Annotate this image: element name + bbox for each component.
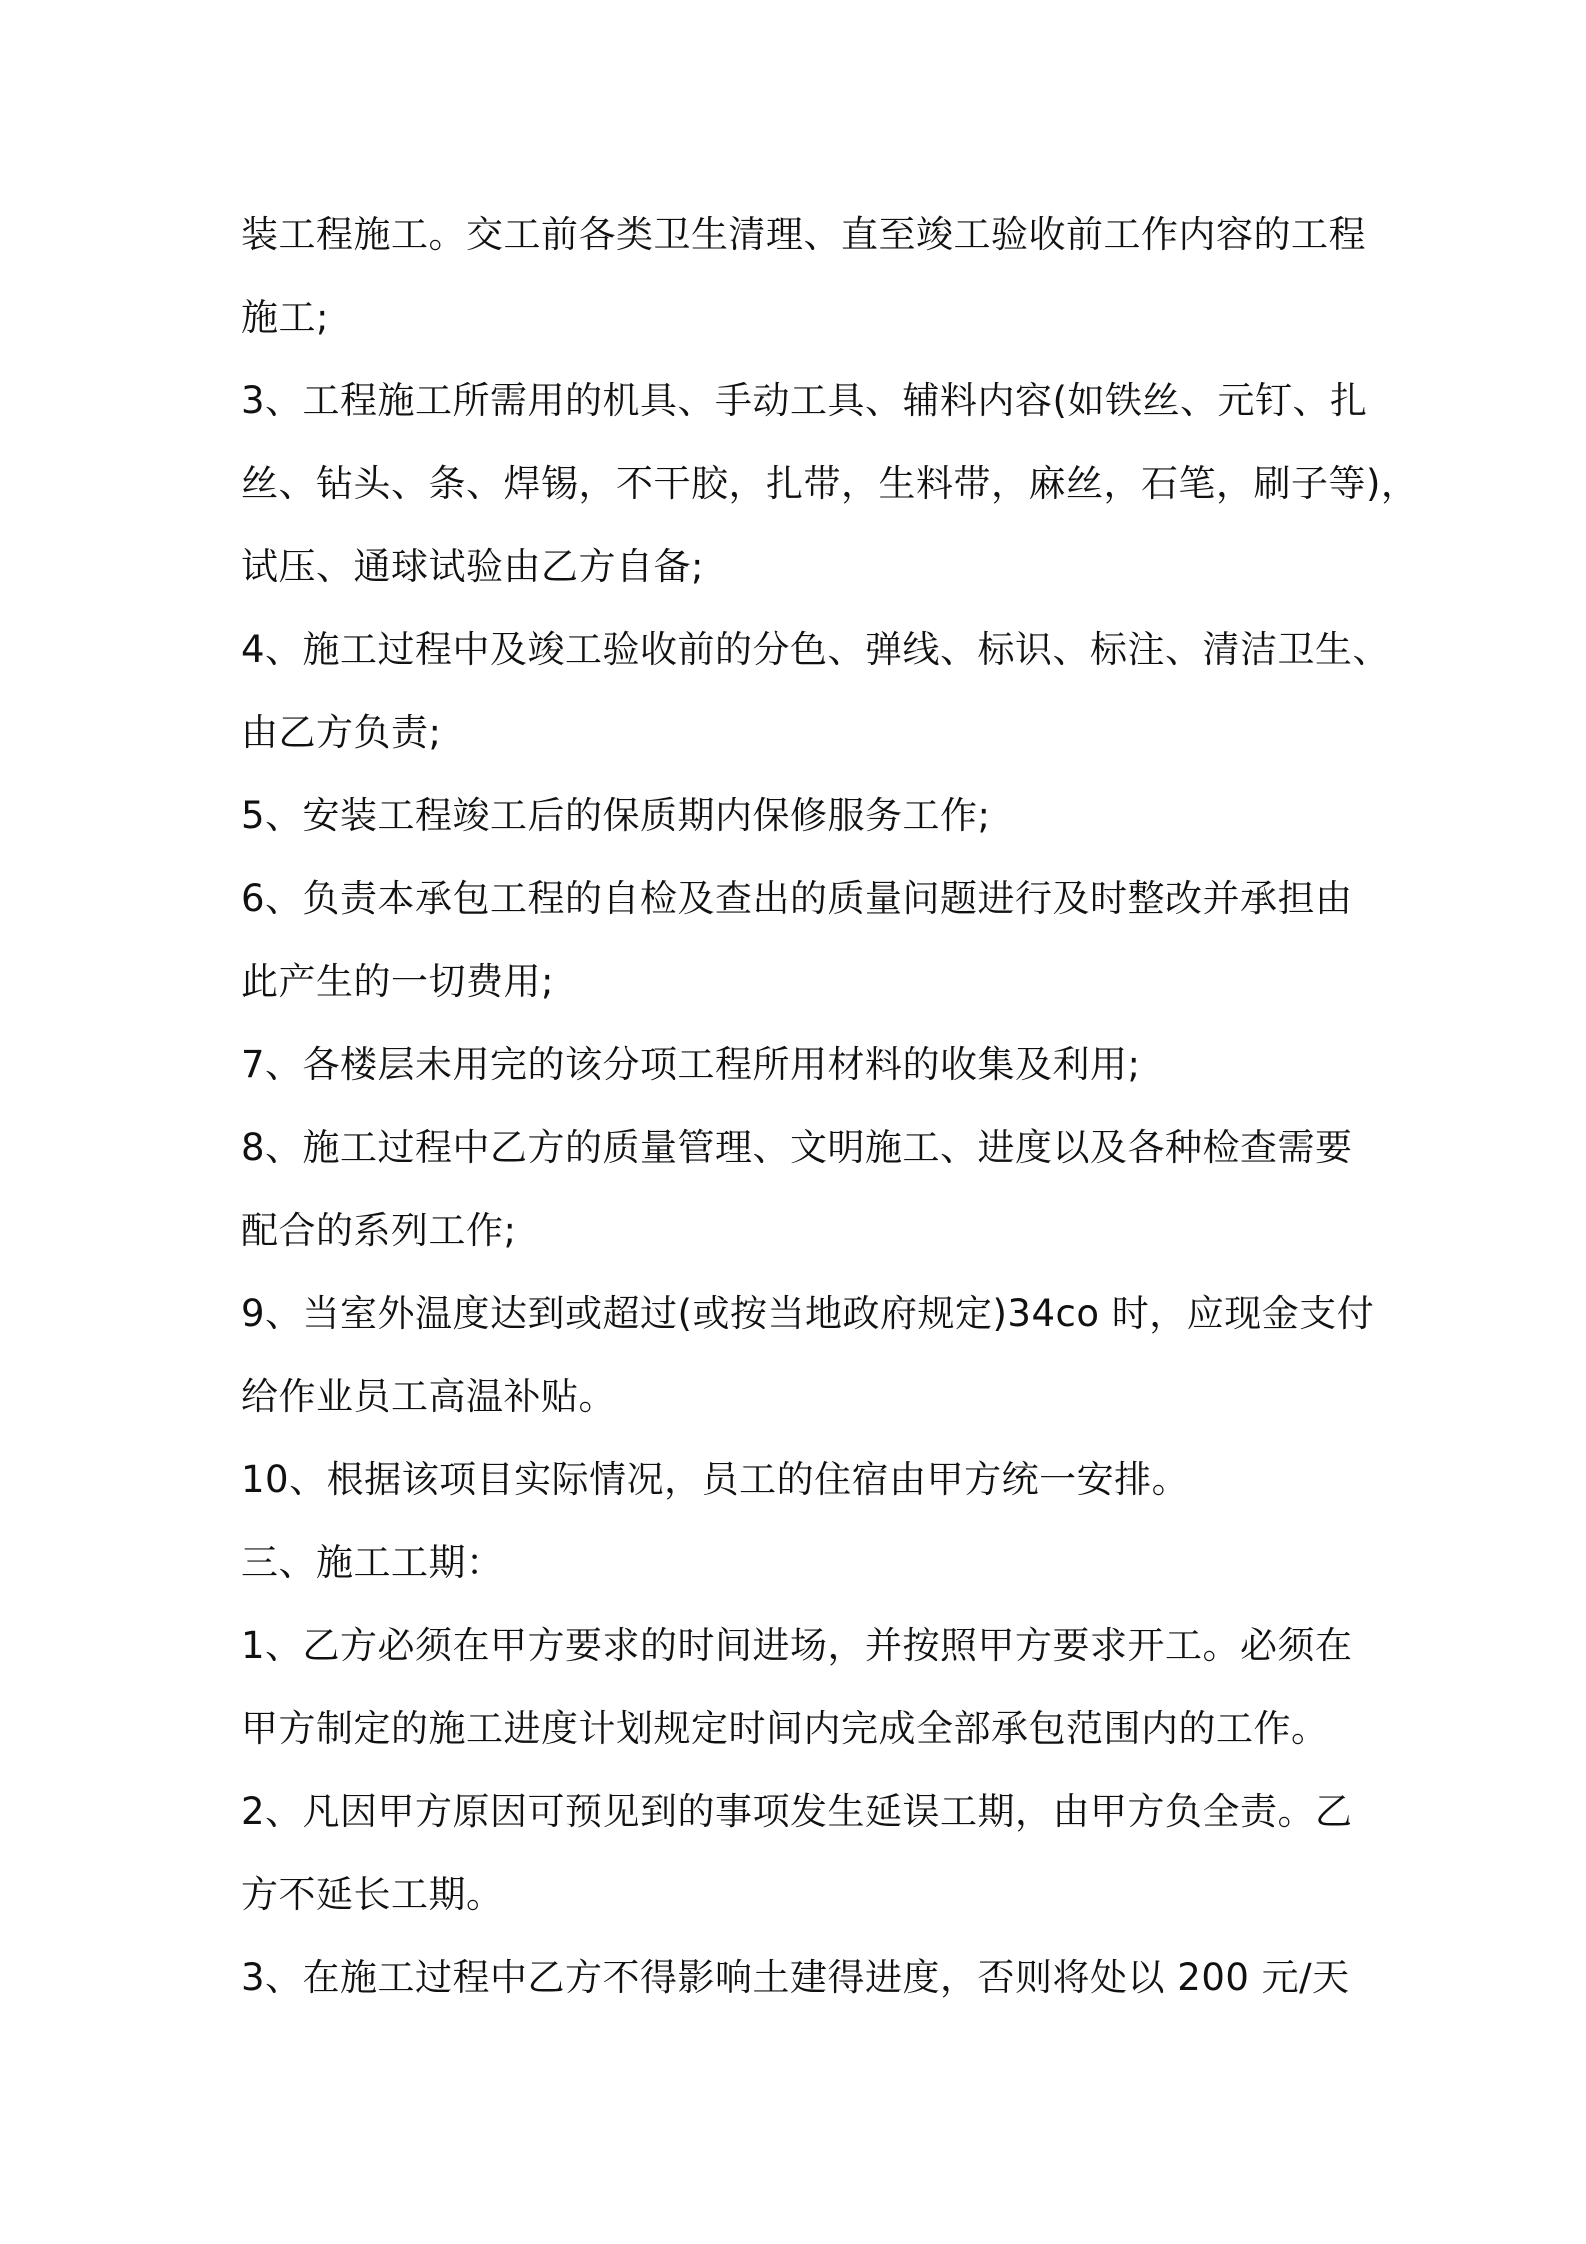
- text-line: 7、各楼层未用完的该分项工程所用材料的收集及利用;: [241, 1043, 1141, 1086]
- text-line: 此产生的一切费用;: [241, 960, 554, 1003]
- text-line: 9、当室外温度达到或超过(或按当地政府规定)34co 时，应现金支付: [241, 1292, 1375, 1335]
- text-line: 4、施工过程中及竣工验收前的分色、弹线、标识、标注、清洁卫生、: [241, 628, 1391, 671]
- text-line: 配合的系列工作;: [241, 1209, 517, 1252]
- text-line: 2、凡因甲方原因可预见到的事项发生延误工期，由甲方负全责。乙: [241, 1790, 1353, 1833]
- text-line: 3、在施工过程中乙方不得影响土建得进度，否则将处以 200 元/天: [241, 1956, 1350, 1999]
- text-line: 8、施工过程中乙方的质量管理、文明施工、进度以及各种检查需要: [241, 1126, 1353, 1169]
- text-line: 10、根据该项目实际情况，员工的住宿由甲方统一安排。: [241, 1458, 1190, 1501]
- text-line: 1、乙方必须在甲方要求的时间进场，并按照甲方要求开工。必须在: [241, 1624, 1353, 1667]
- text-line: 方不延长工期。: [241, 1873, 504, 1916]
- text-line: 5、安装工程竣工后的保质期内保修服务工作;: [241, 794, 991, 837]
- text-line: 装工程施工。交工前各类卫生清理、直至竣工验收前工作内容的工程: [241, 213, 1366, 256]
- text-line: 试压、通球试验由乙方自备;: [241, 545, 704, 588]
- section-heading: 三、施工工期：: [241, 1541, 504, 1584]
- text-line: 由乙方负责;: [241, 711, 442, 754]
- text-line: 丝、钻头、条、焊锡，不干胶，扎带，生料带，麻丝，石笔，刷子等)，: [241, 462, 1419, 505]
- text-line: 给作业员工高温补贴。: [241, 1375, 616, 1418]
- text-line: 6、负责本承包工程的自检及查出的质量问题进行及时整改并承担由: [241, 877, 1353, 920]
- text-line: 甲方制定的施工进度计划规定时间内完成全部承包范围内的工作。: [241, 1707, 1329, 1750]
- document-body: [241, 193, 1419, 2019]
- text-line: 3、工程施工所需用的机具、手动工具、辅料内容(如铁丝、元钉、扎: [241, 379, 1368, 422]
- text-line: 施工;: [241, 296, 329, 339]
